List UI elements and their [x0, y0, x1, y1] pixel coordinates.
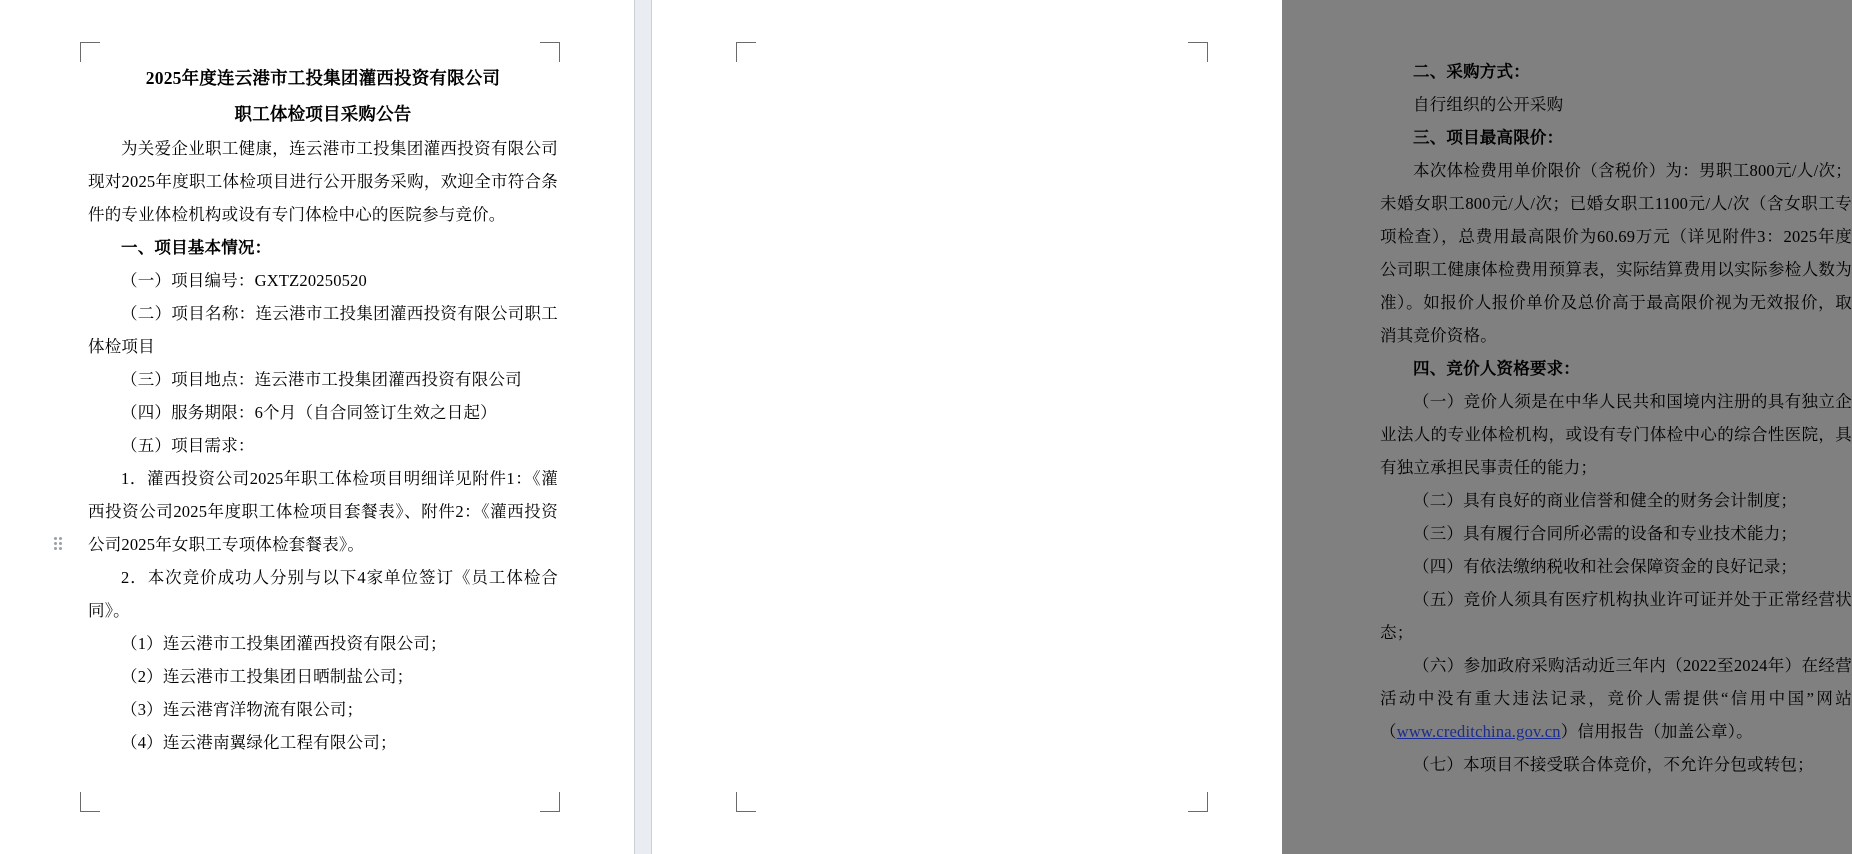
paragraph-project-requirements: （五）项目需求： [121, 436, 255, 455]
paragraph-procurement-method-detail: 自行组织的公开采购 [1413, 95, 1564, 114]
paragraph-qualification-7: （七）本项目不接受联合体竞价，不允许分包或转包； [1413, 755, 1814, 774]
qualification-6-text: （六）参加政府采购活动近三年内（2022至2024年）在经营活动中没有重大违法记录，竞价人需提供“信用中国”网站（ [1380, 656, 1852, 741]
document-page-left [0, 0, 634, 854]
paragraph-company-3: （3）连云港宵洋物流有限公司； [121, 700, 364, 719]
paragraph-qualification-1: （一）竞价人须是在中华人民共和国境内注册的具有独立企业法人的专业体检机构，或设有专门体检中心的综合性医院，具有独立承担民事责任的能力； [1380, 392, 1852, 477]
paragraph-qualification-6 [1380, 649, 1852, 748]
paragraph-qualification-4: （四）有依法缴纳税收和社会保障资金的良好记录； [1413, 557, 1798, 576]
paragraph-qualification-2: （二）具有良好的商业信誉和健全的财务会计制度； [1413, 491, 1798, 510]
paragraph-company-4: （4）连云港南翼绿化工程有限公司； [121, 733, 397, 752]
paragraph-project-name: （二）项目名称：连云港市工投集团灌西投资有限公司职工体检项目 [88, 304, 558, 356]
crop-mark-bottom-left [736, 792, 756, 812]
crop-mark-top-left [80, 42, 100, 62]
page-gutter [634, 0, 652, 854]
drag-handle-dots[interactable] [54, 537, 64, 553]
heading-bidder-qualifications: 四、竞价人资格要求： [1413, 359, 1580, 378]
paragraph-qualification-3: （三）具有履行合同所必需的设备和专业技术能力； [1413, 524, 1798, 543]
paragraph-service-period: （四）服务期限：6个月（自合同签订生效之日起） [121, 403, 497, 422]
crop-mark-bottom-right [1188, 792, 1208, 812]
paragraph-intro: 为关爱企业职工健康，连云港市工投集团灌西投资有限公司现对2025年度职工体检项目进行公开服务采购，欢迎全市符合条件的专业体检机构或设有专门体检中心的医院参与竞价。 [88, 139, 558, 224]
paragraph-company-1: （1）连云港市工投集团灌西投资有限公司； [121, 634, 447, 653]
right-page-text-body [1380, 55, 1852, 781]
paragraph-requirement-item-1: 1．灌西投资公司2025年职工体检项目明细详见附件1：《灌西投资公司2025年度职工体检项目套餐表》、附件2：《灌西投资公司2025年女职工专项体检套餐表》。 [88, 469, 558, 554]
document-title-line-2: 职工体检项目采购公告 [234, 104, 412, 124]
crop-mark-top-left [736, 42, 756, 62]
paragraph-qualification-5: （五）竞价人须具有医疗机构执业许可证并处于正常经营状态； [1380, 590, 1852, 642]
qualification-6-tail: ）信用报告（加盖公章）。 [1560, 722, 1753, 741]
paragraph-project-location: （三）项目地点：连云港市工投集团灌西投资有限公司 [121, 370, 522, 389]
creditchina-link[interactable]: www.creditchina.gov.cn [1396, 722, 1561, 741]
heading-project-overview: 一、项目基本情况： [121, 238, 272, 257]
heading-price-ceiling: 三、项目最高限价： [1413, 128, 1564, 147]
paragraph-project-number: （一）项目编号：GXTZ20250520 [121, 271, 367, 290]
crop-mark-bottom-right [540, 792, 560, 812]
crop-mark-bottom-left [80, 792, 100, 812]
crop-mark-top-right [540, 42, 560, 62]
paragraph-requirement-item-2: 2．本次竞价成功人分别与以下4家单位签订《员工体检合同》。 [88, 568, 558, 620]
document-title-line-1: 2025年度连云港市工投集团灌西投资有限公司 [145, 68, 501, 88]
crop-mark-top-right [1188, 42, 1208, 62]
left-page-text-body [88, 60, 558, 759]
document-page-right [652, 0, 1852, 854]
paragraph-price-ceiling-detail: 本次体检费用单价限价（含税价）为：男职工800元/人/次；未婚女职工800元/人/次；已婚女职工1100元/人/次（含女职工专项检查），总费用最高限价为60.69万元（详见附件3：2025年度公司职工健康体检费用预算表，实际结算费用以实际参检人数为准）。如报价人报价单价及总价高于最高限价视为无效报价，取消其竞价资格。 [1380, 161, 1852, 345]
heading-procurement-method: 二、采购方式： [1413, 62, 1530, 81]
paragraph-company-2: （2）连云港市工投集团日晒制盐公司； [121, 667, 414, 686]
